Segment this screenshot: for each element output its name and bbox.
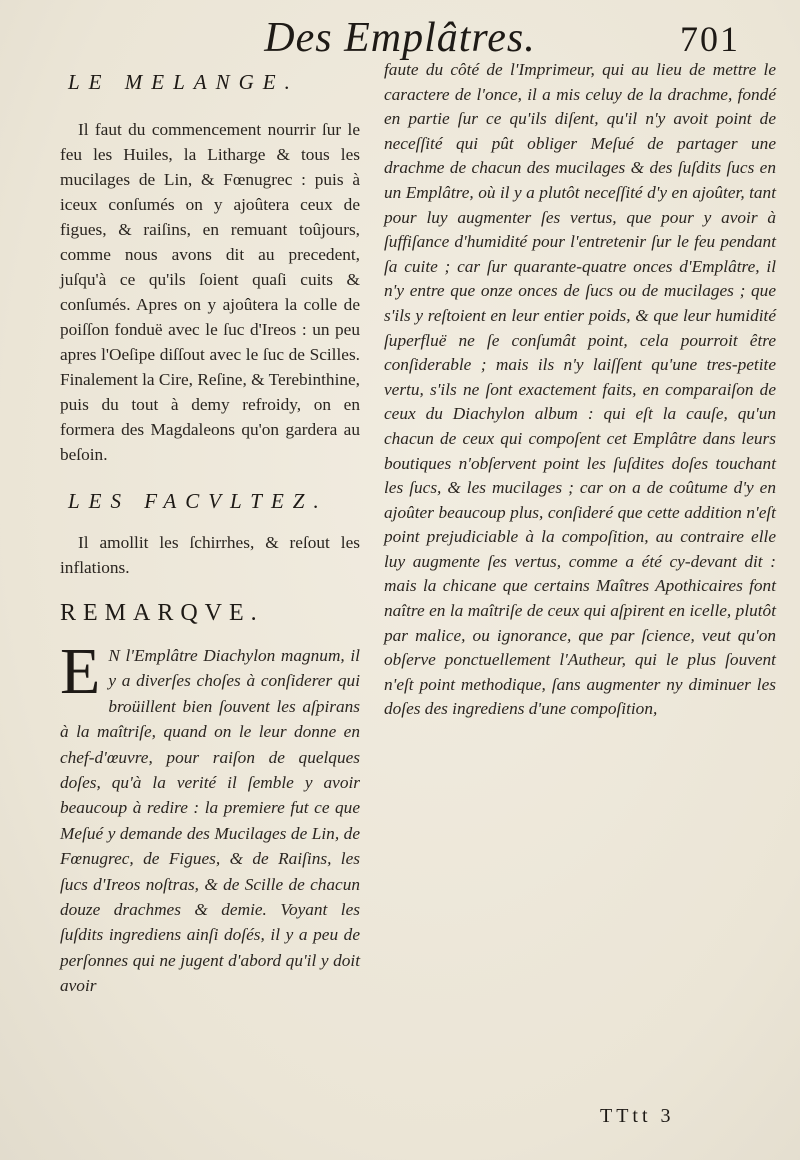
remarque-paragraph: [60, 635, 360, 999]
running-title: Des Emplâtres.: [264, 15, 536, 61]
right-column: [384, 58, 776, 722]
melange-heading: LE MELANGE.: [68, 70, 299, 94]
drop-cap-letter: E: [60, 635, 101, 708]
printer-signature-mark: TTtt 3: [600, 1105, 675, 1127]
page-number: 701: [680, 19, 740, 59]
facultez-paragraph: Il amollit les ſchirrhes, & reſout les inflations.: [60, 533, 360, 577]
melange-paragraph: Il faut du commencement nourrir ſur le feu les Huiles, la Litharge & tous les mucilages de Lin, & Fœnugrec : puis à iceux conſumés on y ajoûtera ceux de figues, & raiſins, en remuant toûjours, comme nous avons dit au precedent, juſqu'à ce qu'ils ſoient quaſi cuits & conſumés. Apres on y ajoûtera la colle de poiſſon fonduë avec le ſuc d'Ireos : un peu apres l'Oeſipe diſſout avec le ſuc de Scilles. Finalement la Cire, Reſine, & Terebinthine, puis du tout à demy refroidy, on en formera des Magdaleons qu'on gardera au beſoin.: [60, 120, 360, 464]
facultez-heading: LES FACVLTEZ.: [68, 489, 328, 513]
right-column-paragraph: faute du côté de l'Imprimeur, qui au lieu de mettre le caractere de l'once, il a mis celuy de la drachme, fondé en partie ſur ce qu'ils diſent, qu'il n'y avoit point de neceſſité qui pût obliger Meſué de partager une drachme de chacun des mucilages & des ſuſdits ſucs en un Emplâtre, où il y a plutôt neceſſité d'y en ajoûter, tant pour luy augmenter ſes vertus, que pour y avoir à ſuffiſance d'humidité pour l'entretenir ſur le feu pendant ſa cuite ; car ſur quarante-quatre onces d'Emplâtre, il n'y entre que onze onces de ſucs ou de mucilages ; que s'ils y reſtoient en leur entier poids, & que leur humidité ſuperfluë ne ſe conſumât point, cela pourroit être conſiderable ; mais ils n'y laiſſent qu'une tres-petite vertu, s'ils ne ſont exactement faits, en comparaiſon de ceux du Diachylon album : qui eſt la cauſe, qu'un chacun de ceux qui compoſent cet Emplâtre dans leurs boutiques n'obſervent point les ſuſdites doſes touchant les ſucs, & les mucilages ; car on a de coûtume d'y en ajoûter beaucoup plus, conſideré que cette addition n'eſt point prejudiciable à la compoſition, au contraire elle luy augmente ſes vertus, comme a été cy-devant dit : mais la chicane que certains Maîtres Apothicaires font naître en la maîtriſe de ceux qui aſpirent en icelle, plutôt par malice, ou ignorance, que par ſcience, veut qu'on obſerve ponctuellement l'Autheur, qui le plus ſouvent n'eſt point methodique, ſans augmenter ny diminuer les doſes des ingrediens d'une compoſition,: [384, 60, 776, 719]
remarque-text: N l'Emplâtre Diachylon magnum, il y a diverſes choſes à conſiderer qui broüillent bien ſouvent les aſpirans à la maîtriſe, quand on le leur donne en chef-d'œuvre, pour raiſon de quelques doſes, qu'à la verité il ſemble y avoir beaucoup à redire : la premiere fut ce que Meſué y demande des Mucilages de Lin, de Fœnugrec, de Figues, & de Raiſins, les ſucs d'Ireos noſtras, & de Scille de chacun douze drachmes & demie. Voyant les ſuſdits ingrediens ainſi doſés, il y a peu de perſonnes qui ne jugent d'abord qu'il y doit avoir: [60, 646, 360, 996]
remarque-heading: REMARQVE.: [60, 600, 264, 626]
left-column: [60, 70, 360, 999]
